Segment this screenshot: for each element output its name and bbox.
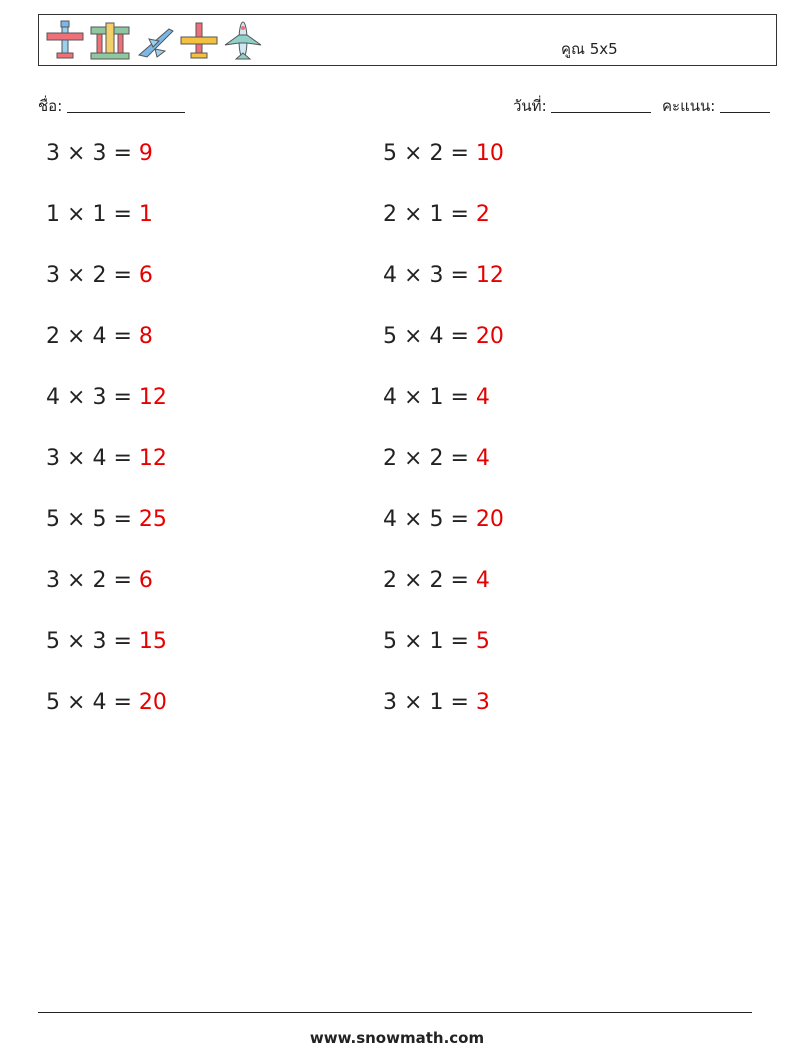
date-blank[interactable] [551, 98, 651, 113]
answer: 12 [138, 385, 167, 410]
operand-b: 2 [92, 568, 107, 593]
answer: 9 [138, 141, 153, 166]
answer: 12 [138, 446, 167, 471]
answer: 4 [475, 446, 490, 471]
answer: 12 [475, 263, 504, 288]
equals-sign: = [113, 141, 132, 166]
operand-a: 2 [383, 568, 397, 593]
problem-item [383, 384, 490, 412]
answer: 3 [475, 690, 490, 715]
multiply-sign: × [404, 629, 423, 654]
operand-b: 1 [92, 202, 107, 227]
problem-item [383, 262, 504, 290]
operand-a: 4 [46, 385, 60, 410]
answer: 15 [138, 629, 167, 654]
answer: 4 [475, 568, 490, 593]
operand-a: 3 [46, 568, 60, 593]
date-field [513, 94, 651, 118]
operand-b: 4 [92, 324, 107, 349]
name-blank[interactable] [67, 98, 185, 113]
operand-a: 5 [46, 507, 60, 532]
problem-item [46, 140, 153, 168]
problem-item [46, 323, 153, 351]
equals-sign: = [450, 324, 469, 349]
equals-sign: = [113, 568, 132, 593]
operand-b: 4 [429, 324, 444, 349]
footer-url: www.snowmath.com [309, 1029, 485, 1047]
operand-b: 4 [92, 446, 107, 471]
operand-a: 2 [383, 446, 397, 471]
answer: 1 [138, 202, 153, 227]
equals-sign: = [113, 324, 132, 349]
equals-sign: = [450, 507, 469, 532]
multiply-sign: × [67, 690, 86, 715]
problem-item [383, 445, 490, 473]
problem-item [383, 323, 504, 351]
operand-b: 3 [92, 629, 107, 654]
operand-b: 3 [92, 141, 107, 166]
problem-item [383, 567, 490, 595]
operand-a: 3 [46, 446, 60, 471]
equals-sign: = [450, 202, 469, 227]
score-blank[interactable] [720, 98, 770, 113]
operand-b: 4 [92, 690, 107, 715]
answer: 2 [475, 202, 490, 227]
score-label: คะแนน: [662, 97, 716, 115]
multiply-sign: × [67, 385, 86, 410]
multiply-sign: × [67, 141, 86, 166]
problem-item [383, 140, 504, 168]
name-field [38, 94, 185, 118]
answer: 20 [475, 507, 504, 532]
answer: 20 [138, 690, 167, 715]
worksheet-header [38, 14, 777, 66]
operand-b: 1 [429, 629, 444, 654]
operand-a: 2 [46, 324, 60, 349]
multiply-sign: × [67, 263, 86, 288]
multiply-sign: × [404, 385, 423, 410]
multiply-sign: × [67, 324, 86, 349]
equals-sign: = [450, 690, 469, 715]
operand-b: 2 [92, 263, 107, 288]
problem-item [46, 262, 153, 290]
operand-b: 2 [429, 141, 444, 166]
multiply-sign: × [404, 141, 423, 166]
multiply-sign: × [67, 202, 86, 227]
answer: 20 [475, 324, 504, 349]
airplane-red-icon [45, 19, 85, 63]
problem-item [46, 689, 167, 717]
operand-a: 3 [383, 690, 397, 715]
operand-a: 3 [46, 263, 60, 288]
operand-b: 5 [92, 507, 107, 532]
multiply-sign: × [67, 446, 86, 471]
equals-sign: = [113, 507, 132, 532]
plane-yellow-icon [179, 19, 219, 63]
problem-item [383, 201, 490, 229]
equals-sign: = [450, 385, 469, 410]
equals-sign: = [113, 202, 132, 227]
multiply-sign: × [67, 568, 86, 593]
problem-item [46, 445, 167, 473]
page-title: คูณ 5x5 [561, 40, 618, 58]
operand-a: 5 [46, 629, 60, 654]
problem-item [383, 689, 490, 717]
problem-item [46, 384, 167, 412]
answer: 10 [475, 141, 504, 166]
multiply-sign: × [404, 263, 423, 288]
multiply-sign: × [404, 202, 423, 227]
problem-item [46, 201, 153, 229]
problem-item [46, 628, 167, 656]
equals-sign: = [450, 263, 469, 288]
operand-a: 5 [383, 324, 397, 349]
operand-a: 3 [46, 141, 60, 166]
operand-b: 5 [429, 507, 444, 532]
answer: 5 [475, 629, 490, 654]
equals-sign: = [450, 141, 469, 166]
problem-item [383, 506, 504, 534]
operand-a: 5 [46, 690, 60, 715]
operand-a: 5 [383, 141, 397, 166]
answer: 4 [475, 385, 490, 410]
date-label: วันที่: [513, 97, 547, 115]
operand-b: 3 [92, 385, 107, 410]
operand-a: 4 [383, 263, 397, 288]
operand-a: 1 [46, 202, 60, 227]
equals-sign: = [450, 629, 469, 654]
biplane-green-icon [89, 19, 131, 63]
airliner-teal-icon [223, 19, 263, 63]
equals-sign: = [450, 446, 469, 471]
operand-b: 2 [429, 446, 444, 471]
name-label: ชื่อ: [38, 97, 63, 115]
operand-a: 2 [383, 202, 397, 227]
multiply-sign: × [404, 324, 423, 349]
multiply-sign: × [67, 507, 86, 532]
equals-sign: = [113, 629, 132, 654]
problem-item [46, 506, 167, 534]
equals-sign: = [113, 446, 132, 471]
header-icons [45, 19, 263, 63]
operand-a: 4 [383, 385, 397, 410]
problem-item [383, 628, 490, 656]
footer-divider [38, 1012, 752, 1013]
multiply-sign: × [404, 507, 423, 532]
operand-b: 2 [429, 568, 444, 593]
answer: 6 [138, 568, 153, 593]
answer: 6 [138, 263, 153, 288]
answer: 25 [138, 507, 167, 532]
operand-b: 1 [429, 385, 444, 410]
operand-b: 1 [429, 202, 444, 227]
answer: 8 [138, 324, 153, 349]
multiply-sign: × [404, 568, 423, 593]
equals-sign: = [113, 385, 132, 410]
operand-a: 4 [383, 507, 397, 532]
multiply-sign: × [67, 629, 86, 654]
jet-blue-icon [135, 19, 175, 63]
problem-item [46, 567, 153, 595]
multiply-sign: × [404, 690, 423, 715]
multiply-sign: × [404, 446, 423, 471]
operand-b: 3 [429, 263, 444, 288]
equals-sign: = [450, 568, 469, 593]
equals-sign: = [113, 263, 132, 288]
equals-sign: = [113, 690, 132, 715]
operand-b: 1 [429, 690, 444, 715]
operand-a: 5 [383, 629, 397, 654]
score-field [662, 94, 770, 118]
